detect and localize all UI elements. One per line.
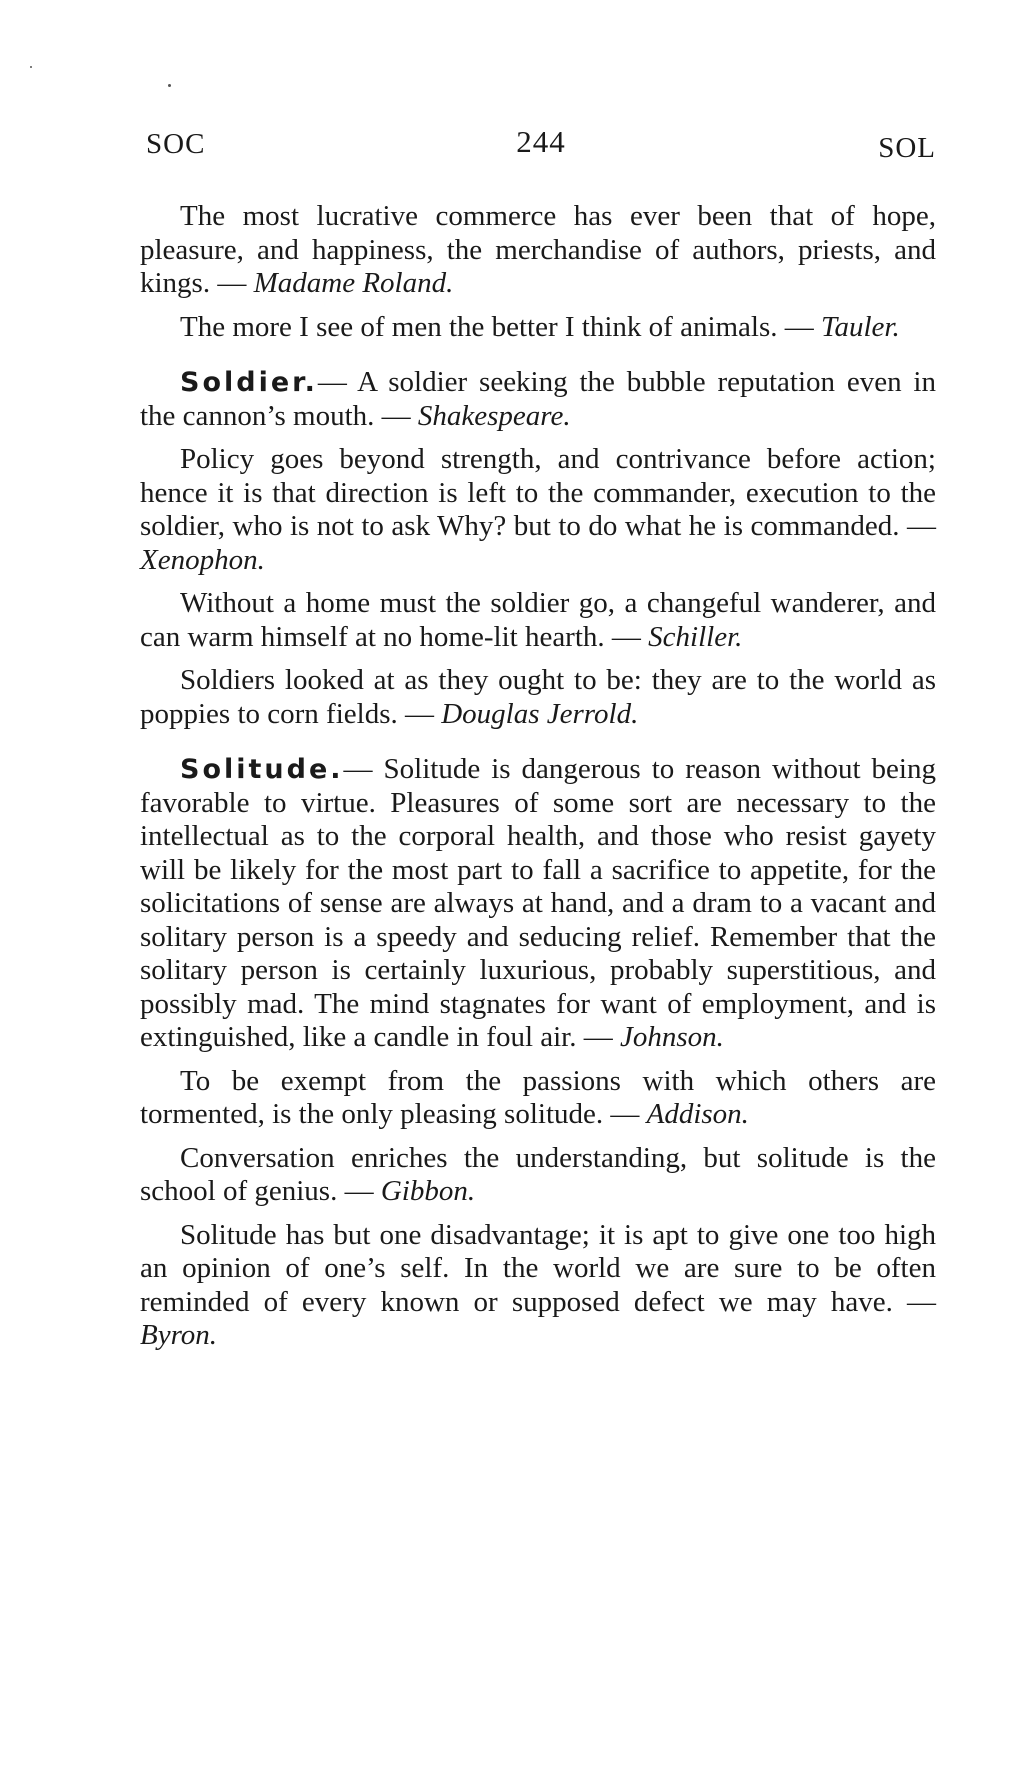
quotation [140,1219,936,1353]
quote-text: Soldiers looked at as they ought to be: they are to the world as poppies to corn fields. — [140,664,936,730]
quote-text: Solitude has but one disadvantage; it is apt to give one too high an opinion of one’s self. In the world we are sure to be often reminded of every known or supposed defect we may have. — [140,1218,936,1318]
quote-text: Without a home must the soldier go, a changeful wanderer, and can warm himself at no home-lit hearth. — [140,587,936,653]
quote-author: Byron. [140,1319,218,1351]
quote-text: Conversation enriches the understanding, but solitude is the school of genius. — [140,1141,936,1207]
quote-text: Policy goes beyond strength, and contrivance before action; hence it is that direction is left to the commander, execution to the soldier, who is not to ask Why? but to do what he is commanded. — [140,443,936,542]
quote-text: The more I see of men the better I think of animals. — [180,310,822,343]
quotation [140,443,936,577]
quote-author: Johnson. [620,1021,724,1053]
quote-text: — A soldier seeking the bubble reputation even in the cannon’s mouth. — [140,366,936,432]
quotation-list [140,200,936,1363]
quote-author: Madame Roland. [253,267,454,299]
ink-speck [168,84,171,87]
right-catchword: SOL [878,132,936,164]
quotation [140,587,936,654]
quote-author: Addison. [646,1098,749,1130]
quote-author: Douglas Jerrold. [441,697,639,730]
topic-heading: Soldier. [180,367,318,398]
quote-text: To be exempt from the passions with which others are tormented, is the only pleasing solitude. — [140,1064,936,1130]
quotation [140,200,936,301]
running-header [146,124,936,172]
quotation [140,1142,936,1209]
page-number: 244 [516,124,566,159]
quotation [140,1065,936,1132]
ink-speck [30,66,32,68]
quotation [140,311,936,345]
quote-author: Gibbon. [380,1175,476,1207]
quotation [140,753,936,1055]
quote-text: The most lucrative commerce has ever been that of hope, pleasure, and happiness, the merchandise of authors, priests, and kings. — [140,200,936,299]
quote-author: Tauler. [821,310,900,343]
quotation [140,366,936,433]
quote-text: — Solitude is dangerous to reason without being favorable to virtue. Pleasures of some sort are necessary to the intellectual as to the corporal health, and those who resist gayety will be likely for the most part to fall a sacrifice to appetite, for the solicitations of sense are always at hand, and a dram to a vacant and solitary person is a speedy and seducing relief. Remember that the solitary person is certainly luxurious, probably superstitious, and possibly mad. The mind stagnates for want of employment, and is extinguished, like a candle in foul air. — [140,753,936,1053]
left-catchword: SOC [146,128,206,160]
quotation [140,664,936,731]
quote-author: Xenophon. [140,543,265,576]
quote-author: Schiller. [648,620,743,653]
topic-heading: Solitude. [180,754,344,785]
quote-author: Shakespeare. [417,399,571,432]
